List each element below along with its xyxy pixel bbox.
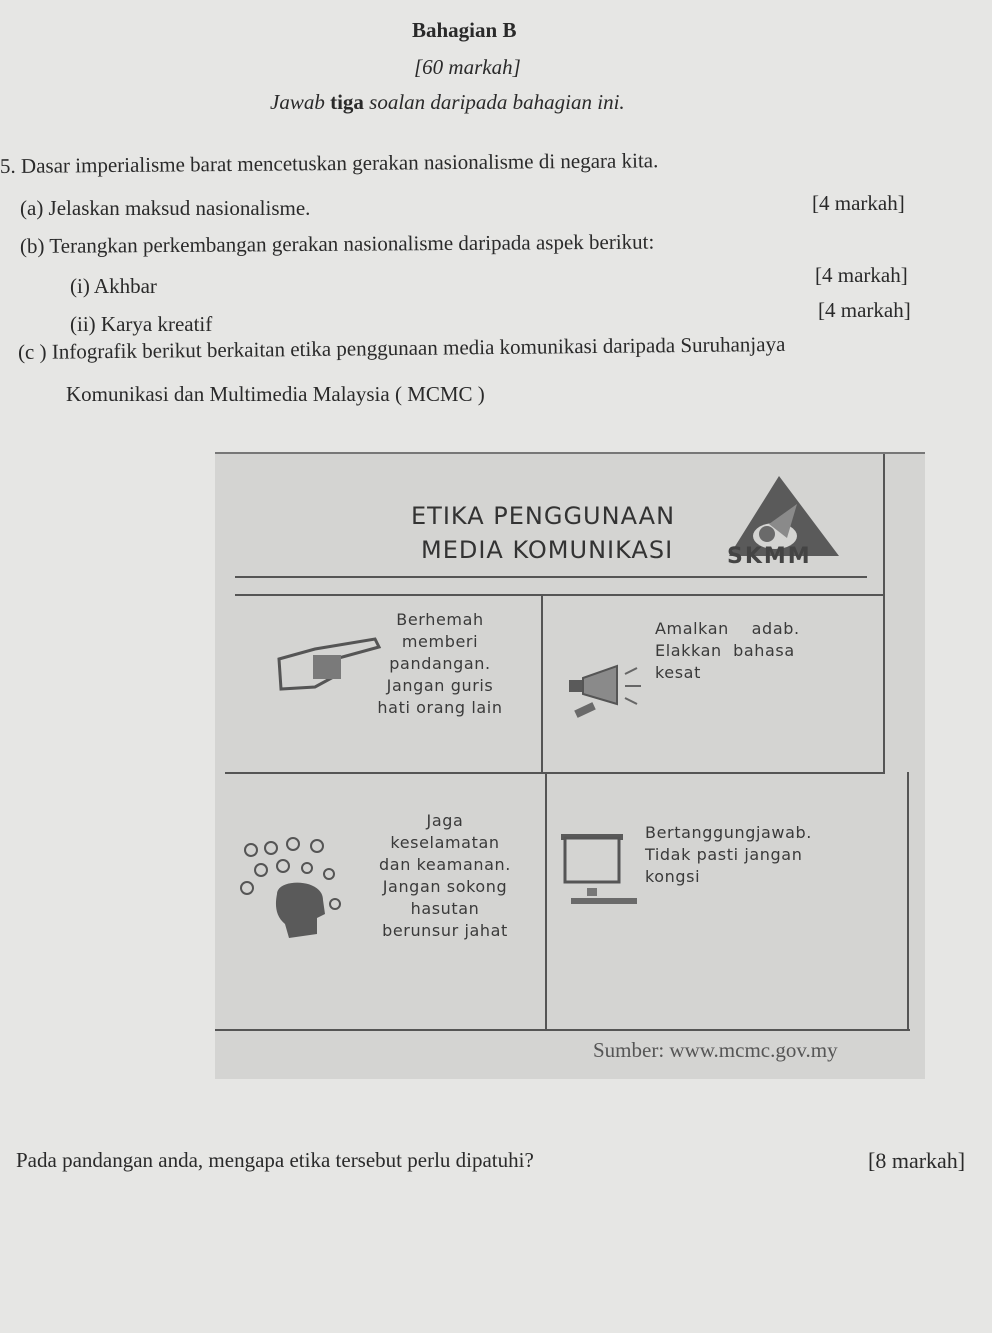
section-marks: [60 markah] bbox=[414, 55, 521, 79]
cell1-line4: Jangan guris bbox=[386, 676, 494, 695]
logo-text: SKMM bbox=[727, 544, 812, 569]
cell2-line3: kesat bbox=[655, 663, 701, 682]
final-question-marks: [8 markah] bbox=[868, 1148, 966, 1173]
infographic-title-line1: ETIKA PENGGUNAAN bbox=[411, 502, 676, 530]
question-b-i-text: (i) Akhbar bbox=[70, 274, 157, 298]
infographic-title-line2: MEDIA KOMUNIKASI bbox=[421, 536, 674, 564]
instruction-post: soalan daripada bahagian ini. bbox=[363, 90, 625, 114]
cell1-line1: Berhemah bbox=[396, 610, 484, 629]
question-b-i-marks: [4 markah] bbox=[815, 263, 908, 287]
cell1-text bbox=[355, 609, 525, 719]
question-b-ii-text: (ii) Karya kreatif bbox=[70, 312, 213, 336]
cell3-line1: Jaga bbox=[426, 811, 464, 830]
infographic-source: Sumber: www.mcmc.gov.my bbox=[593, 1038, 838, 1062]
question-a-text: (a) Jelaskan maksud nasionalisme. bbox=[20, 196, 311, 220]
cell2-line1: Amalkan adab. bbox=[655, 619, 800, 638]
cell3-line4: Jangan sokong bbox=[382, 877, 508, 896]
question-a-marks: [4 markah] bbox=[812, 191, 905, 215]
question-b-ii-marks: [4 markah] bbox=[818, 298, 911, 322]
cell4-line2: Tidak pasti jangan bbox=[645, 845, 803, 864]
cell2-line2: Elakkan bahasa bbox=[655, 641, 795, 660]
cell3-line5: hasutan bbox=[410, 899, 480, 918]
cell4-text bbox=[645, 822, 812, 888]
section-instruction bbox=[270, 90, 625, 115]
cell4-line3: kongsi bbox=[645, 867, 701, 886]
cell1-line2: memberi bbox=[401, 632, 479, 651]
instruction-pre: Jawab bbox=[270, 90, 331, 114]
question-b-text: (b) Terangkan perkembangan gerakan nasionalisme daripada aspek berikut: bbox=[19, 229, 655, 258]
infographic bbox=[215, 452, 925, 1079]
cell1-line3: pandangan. bbox=[389, 654, 491, 673]
cell3-line3: dan keamanan. bbox=[379, 855, 511, 874]
final-question-text: Pada pandangan anda, mengapa etika tersebut perlu dipatuhi? bbox=[16, 1148, 534, 1172]
question-stem: 5. Dasar imperialisme barat mencetuskan gerakan nasionalisme di negara kita. bbox=[0, 148, 659, 178]
computer-monitor-icon bbox=[557, 830, 647, 920]
head-gears-icon bbox=[237, 834, 357, 954]
cell3-text bbox=[355, 810, 535, 942]
cell3-line6: berunsur jahat bbox=[382, 921, 508, 940]
cell3-line2: keselamatan bbox=[390, 833, 500, 852]
instruction-bold: tiga bbox=[330, 90, 364, 114]
cell4-line1: Bertanggungjawab. bbox=[645, 823, 812, 842]
question-c-line1: (c ) Infografik berikut berkaitan etika penggunaan media komunikasi daripada Suruhanjaya bbox=[17, 331, 786, 364]
cell1-line5: hati orang lain bbox=[377, 698, 503, 717]
megaphone-icon bbox=[565, 644, 645, 724]
question-c-line2: Komunikasi dan Multimedia Malaysia ( MCMC ) bbox=[66, 382, 485, 406]
section-title: Bahagian B bbox=[412, 18, 517, 42]
cell2-text bbox=[655, 618, 800, 684]
